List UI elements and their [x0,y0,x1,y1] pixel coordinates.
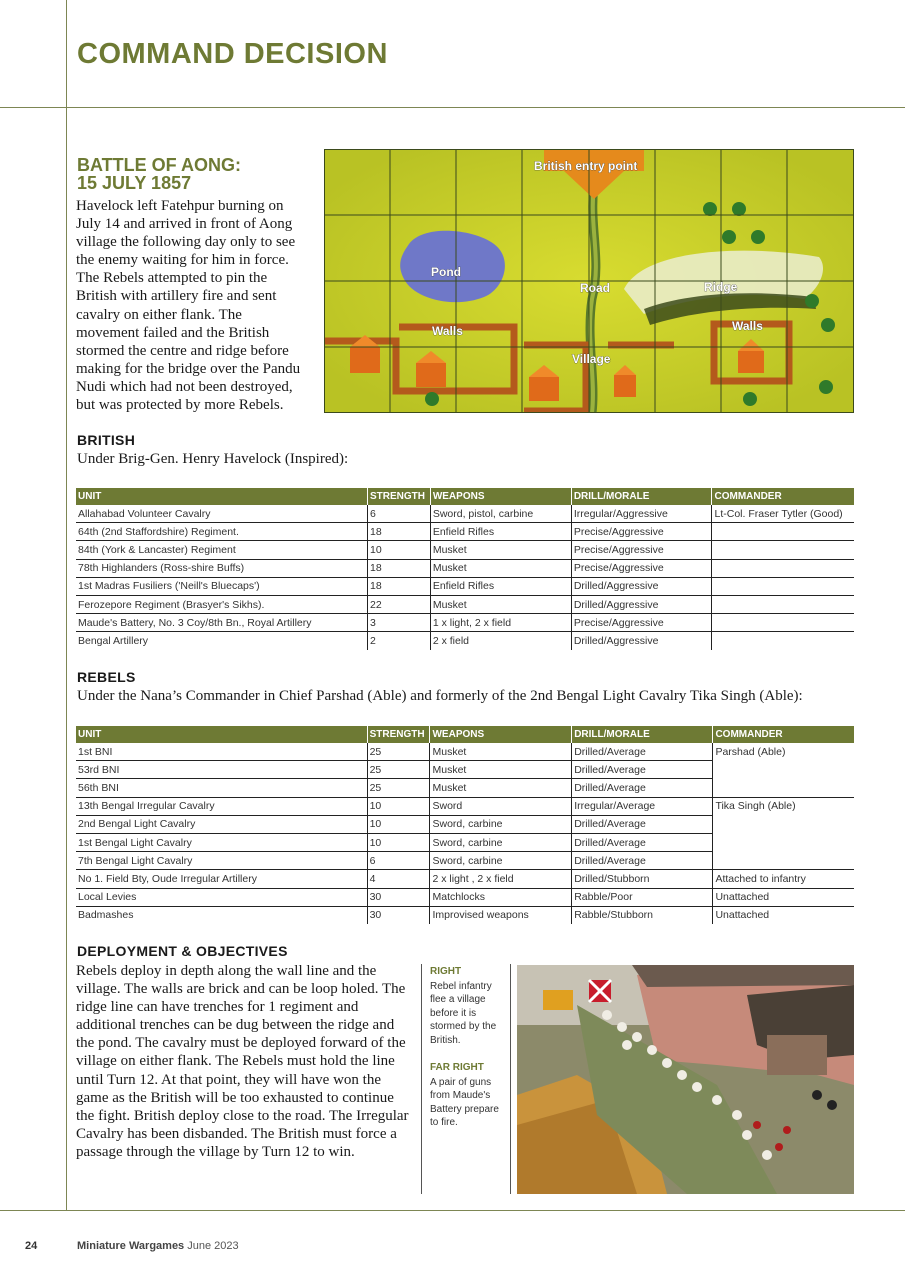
map-label-road: Road [580,281,610,295]
cell-unit: Bengal Artillery [78,634,149,647]
caption-right-head: RIGHT [430,966,462,977]
table-row [76,577,854,595]
cell-weapons: Matchlocks [430,888,572,906]
col-strength: STRENGTH [368,488,431,505]
table-row [76,632,854,650]
rebels-table-header [76,726,854,743]
cell-weapons: Musket [430,541,571,559]
cell-weapons: Enfield Rifles [430,523,571,541]
margin-rule-vertical [66,0,67,1210]
cell-commander [713,852,854,870]
cell-drill: Drilled/Average [572,779,713,797]
cell-commander [712,541,854,559]
cell-drill: Drilled/Average [572,743,713,761]
magazine-credit [77,1240,239,1252]
cell-unit: 13th Bengal Irregular Cavalry [76,797,367,815]
cell-unit: 2nd Bengal Light Cavalry [76,815,367,833]
rebels-subtitle: Under the Nana’s Commander in Chief Parshad (Able) and formerly of the 2nd Bengal Light Cavalry Tika Singh (Able): [77,688,803,704]
cell-drill: Precise/Aggressive [571,559,712,577]
cell-strength: 10 [367,833,430,851]
table-row [76,815,854,833]
cell-drill: Drilled/Stubborn [572,870,713,888]
miniatures-photo [517,965,854,1194]
british-table [76,488,854,650]
british-heading: BRITISH [77,432,136,448]
cell-strength: 25 [367,761,430,779]
col-drill: DRILL/MORALE [572,726,713,743]
cell-strength: 25 [367,743,430,761]
caption-far-right [430,1061,506,1130]
table-row [76,797,854,815]
cell-commander [712,577,854,595]
col-unit: UNIT [76,488,368,505]
british-subtitle: Under Brig-Gen. Henry Havelock (Inspired): [77,451,349,467]
cell-commander [713,833,854,851]
cell-weapons: Sword, pistol, carbine [430,505,571,523]
cell-strength: 10 [367,815,430,833]
col-weapons: WEAPONS [430,726,572,743]
map-label-entry: British entry point [534,159,638,173]
cell-strength: 2 [368,632,431,650]
cell-commander [713,815,854,833]
cell-commander: Attached to infantry [713,870,854,888]
table-row [76,559,854,577]
cell-unit: Ferozepore Regiment (Brasyer's Sikhs). [76,595,368,613]
cell-drill: Irregular/Average [572,797,713,815]
cell-strength: 18 [368,523,431,541]
cell-unit: 1st Madras Fusiliers ('Neill's Bluecaps') [76,577,368,595]
cell-strength: 25 [367,779,430,797]
cell-commander: Parshad (Able) [713,743,854,761]
table-row [76,761,854,779]
cell-weapons: Musket [430,779,572,797]
cell-drill: Precise/Aggressive [571,523,712,541]
cell-weapons: Sword, carbine [430,815,572,833]
cell-strength: 4 [367,870,430,888]
page-number: 24 [25,1240,38,1252]
caption-right-text: Rebel infantry flee a village before it is stormed by the British. [430,980,497,1046]
table-row [76,906,854,924]
cell-unit: 84th (York & Lancaster) Regiment [76,541,368,559]
caption-far-right-head: FAR RIGHT [430,1062,484,1073]
table-row [76,870,854,888]
cell-weapons: Sword, carbine [430,852,572,870]
map-label-walls-left: Walls [432,324,463,338]
cell-drill: Drilled/Aggressive [571,632,712,650]
cell-strength: 18 [368,577,431,595]
map-label-pond: Pond [431,265,461,279]
map-label-village: Village [572,352,611,366]
cell-commander: Unattached [713,888,854,906]
cell-weapons: Musket [430,559,571,577]
cell-unit: Local Levies [76,888,367,906]
caption-right [430,965,506,1047]
cell-unit: 1st BNI [76,743,367,761]
cell-commander [713,779,854,797]
cell-drill: Drilled/Average [572,833,713,851]
table-row [76,888,854,906]
table-row [76,595,854,613]
cell-unit: 7th Bengal Light Cavalry [76,852,367,870]
col-strength: STRENGTH [367,726,430,743]
rebels-table [76,726,854,924]
battle-map [324,149,854,413]
cell-commander [712,632,854,650]
cell-weapons: 2 x field [430,632,571,650]
cell-drill: Drilled/Aggressive [571,595,712,613]
cell-drill: Irregular/Aggressive [571,505,712,523]
cell-strength: 30 [367,906,430,924]
page-header-title: COMMAND DECISION [77,38,388,70]
map-label-ridge: Ridge [704,280,738,294]
cell-strength: 10 [367,797,430,815]
cell-unit: Badmashes [78,909,134,922]
cell-drill: Rabble/Stubborn [572,906,713,924]
cell-drill: Rabble/Poor [572,888,713,906]
cell-strength: 3 [368,614,431,632]
cell-weapons: Sword [430,797,572,815]
cell-unit: 56th BNI [76,779,367,797]
battle-title-line2: 15 JULY 1857 [77,173,192,193]
cell-strength: 22 [368,595,431,613]
deployment-text: Rebels deploy in depth along the wall line and the village. The walls are brick and can be loop holed. The ridge line can have trenches for 1 regiment and additional trenches can be dug between the ridge and the pond. The cavalry must be deployed forward of the village on either flank. The Rebels must hold the line until Turn 12. At that point, they will have won the game as the British will be too exhausted to continue the fight. British deploy close to the road. The Irregular Cavalry has been disbanded. The British must force a passage through the village by Turn 12 to win. [76,963,409,1160]
cell-drill: Drilled/Average [572,852,713,870]
cell-weapons: Improvised weapons [430,906,572,924]
map-label-walls-right: Walls [732,319,763,333]
cell-weapons: Musket [430,595,571,613]
column-divider [421,964,422,1194]
cell-unit: 64th (2nd Staffordshire) Regiment. [76,523,368,541]
cell-unit: Maude's Battery, No. 3 Coy/8th Bn., Royal Artillery [76,614,368,632]
cell-strength: 10 [368,541,431,559]
cell-drill: Precise/Aggressive [571,614,712,632]
table-row [76,743,854,761]
battle-title-line1: BATTLE OF AONG: [77,155,241,175]
cell-strength: 18 [368,559,431,577]
cell-unit: 78th Highlanders (Ross-shire Buffs) [76,559,368,577]
cell-unit: No 1. Field Bty, Oude Irregular Artillery [76,870,367,888]
cell-commander [712,595,854,613]
caption-far-right-text: A pair of guns from Maude's Battery prepare to fire. [430,1076,499,1128]
cell-weapons: Sword, carbine [430,833,572,851]
cell-commander: Lt-Col. Fraser Tytler (Good) [712,505,854,523]
cell-weapons: Enfield Rifles [430,577,571,595]
cell-drill: Drilled/Aggressive [571,577,712,595]
cell-unit: 53rd BNI [76,761,367,779]
cell-drill: Precise/Aggressive [571,541,712,559]
cell-weapons: 2 x light , 2 x field [430,870,572,888]
cell-strength: 6 [367,852,430,870]
table-row [76,852,854,870]
cell-drill: Drilled/Average [572,815,713,833]
cell-commander: Tika Singh (Able) [713,797,854,815]
british-table-header [76,488,854,505]
battle-intro-text: Havelock left Fatehpur burning on July 14 and arrived in front of Aong village the following day only to see the enemy waiting for him in force. The Rebels attempted to pin the British with artillery fire and sent cavalry on either flank. The movement failed and the British stormed the centre and ridge before making for the bridge over the Pandu Nudi which had not been destroyed, but was protected by more Rebels. [76,198,301,414]
cell-weapons: 1 x light, 2 x field [430,614,571,632]
table-row [76,541,854,559]
deployment-heading: DEPLOYMENT & OBJECTIVES [77,943,288,959]
col-unit: UNIT [76,726,367,743]
header-rule [0,107,905,108]
col-commander: COMMANDER [713,726,854,743]
cell-commander [712,523,854,541]
table-row [76,505,854,523]
col-commander: COMMANDER [712,488,854,505]
rebels-heading: REBELS [77,669,136,685]
table-row [76,614,854,632]
battle-title [77,156,241,192]
cell-drill: Drilled/Average [572,761,713,779]
magazine-issue: June 2023 [187,1240,239,1252]
cell-strength: 30 [367,888,430,906]
magazine-name: Miniature Wargames [77,1240,185,1252]
table-row [76,833,854,851]
col-drill: DRILL/MORALE [571,488,712,505]
cell-strength: 6 [368,505,431,523]
cell-unit: Allahabad Volunteer Cavalry [76,505,368,523]
table-row [76,523,854,541]
col-weapons: WEAPONS [430,488,571,505]
cell-weapons: Musket [430,761,572,779]
cell-weapons: Musket [430,743,572,761]
cell-commander [713,761,854,779]
column-divider [510,964,511,1194]
cell-commander [712,614,854,632]
cell-unit: 1st Bengal Light Cavalry [76,833,367,851]
cell-commander: Unattached [713,906,854,924]
cell-commander [712,559,854,577]
footer-rule [0,1210,905,1211]
table-row [76,779,854,797]
